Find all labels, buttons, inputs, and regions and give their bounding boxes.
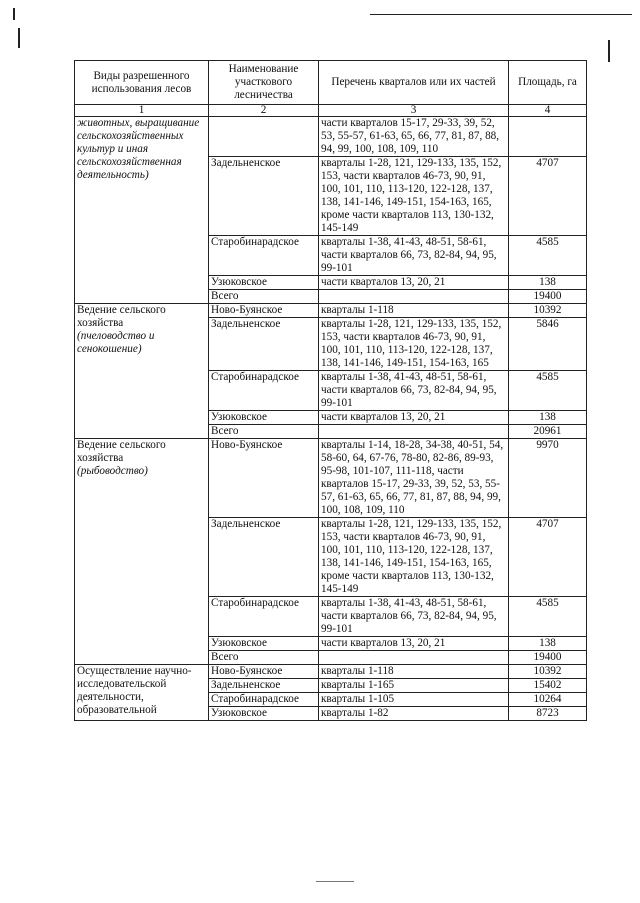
forestry-cell: Ново-Буянское	[209, 665, 319, 679]
forestry-cell: Узюковское	[209, 411, 319, 425]
area-cell: 4707	[509, 157, 587, 236]
use-type-cell	[75, 117, 209, 304]
header-quarters: Перечень кварталов или их частей	[319, 61, 509, 105]
use-type: Осуществление научно-исследовательской деятельности, образовательной	[77, 665, 192, 716]
use-type-cell	[75, 439, 209, 665]
forestry-cell: Задельненское	[209, 518, 319, 597]
table-row	[75, 665, 587, 679]
column-number: 1	[75, 105, 209, 117]
area-cell: 9970	[509, 439, 587, 518]
quarters-cell	[319, 425, 509, 439]
area-cell: 10392	[509, 304, 587, 318]
quarters-cell: части кварталов 13, 20, 21	[319, 637, 509, 651]
quarters-cell: кварталы 1-38, 41-43, 48-51, 58-61, части кварталов 66, 73, 82-84, 94, 95, 99-101	[319, 236, 509, 276]
use-type-note: (рыбоводство)	[77, 465, 148, 477]
quarters-cell: кварталы 1-165	[319, 679, 509, 693]
use-type-note: животных, выращивание сельскохозяйственных культур и иная сельскохозяйственная деятельность)	[77, 117, 200, 181]
area-cell: 4585	[509, 236, 587, 276]
use-type-cell	[75, 304, 209, 439]
forestry-cell: Задельненское	[209, 318, 319, 371]
forestry-cell	[209, 117, 319, 157]
scan-mark-left	[18, 28, 20, 48]
table-row	[75, 304, 587, 318]
area-cell: 10264	[509, 693, 587, 707]
header-use-type: Виды разрешенного использования лесов	[75, 61, 209, 105]
area-cell: 138	[509, 276, 587, 290]
column-number: 2	[209, 105, 319, 117]
area-cell: 20961	[509, 425, 587, 439]
column-number-row	[75, 105, 587, 117]
use-type-cell	[75, 665, 209, 721]
column-number: 3	[319, 105, 509, 117]
forestry-cell: Всего	[209, 425, 319, 439]
quarters-cell: части кварталов 13, 20, 21	[319, 276, 509, 290]
quarters-cell: кварталы 1-82	[319, 707, 509, 721]
forestry-cell: Старобинарадское	[209, 693, 319, 707]
forestry-cell: Всего	[209, 290, 319, 304]
scan-mark-bottom	[316, 881, 354, 882]
area-cell	[509, 117, 587, 157]
forestry-cell: Узюковское	[209, 276, 319, 290]
forestry-cell: Узюковское	[209, 707, 319, 721]
quarters-cell: кварталы 1-28, 121, 129-133, 135, 152, 153, части кварталов 46-73, 90, 91, 100, 101, 110, 113-120, 122-128, 137, 138, 141-146, 149-151, 154-163, 165	[319, 318, 509, 371]
area-cell: 138	[509, 637, 587, 651]
table-row	[75, 117, 587, 157]
quarters-cell: кварталы 1-118	[319, 665, 509, 679]
column-number: 4	[509, 105, 587, 117]
forestry-cell: Задельненское	[209, 157, 319, 236]
header-forestry: Наименование участкового лесничества	[209, 61, 319, 105]
forestry-cell: Ново-Буянское	[209, 439, 319, 518]
use-type: Ведение сельского хозяйства	[77, 304, 166, 329]
forestry-cell: Ново-Буянское	[209, 304, 319, 318]
area-cell: 5846	[509, 318, 587, 371]
quarters-cell: части кварталов 13, 20, 21	[319, 411, 509, 425]
area-cell: 10392	[509, 665, 587, 679]
use-type: Ведение сельского хозяйства	[77, 439, 166, 464]
header-area: Площадь, га	[509, 61, 587, 105]
quarters-cell: кварталы 1-28, 121, 129-133, 135, 152, 153, части кварталов 46-73, 90, 91, 100, 101, 110, 113-120, 122-128, 137, 138, 141-146, 149-151, 154-163, 165, кроме части кварталов 113, 130-132, 145-149	[319, 157, 509, 236]
quarters-cell	[319, 290, 509, 304]
quarters-cell: кварталы 1-118	[319, 304, 509, 318]
scan-mark-top-left	[13, 8, 15, 20]
forestry-cell: Старобинарадское	[209, 236, 319, 276]
quarters-cell: кварталы 1-38, 41-43, 48-51, 58-61, части кварталов 66, 73, 82-84, 94, 95, 99-101	[319, 371, 509, 411]
area-cell: 4585	[509, 371, 587, 411]
forestry-cell: Старобинарадское	[209, 371, 319, 411]
scan-mark-top-line	[370, 14, 632, 15]
forestry-cell: Всего	[209, 651, 319, 665]
quarters-cell	[319, 651, 509, 665]
area-cell: 8723	[509, 707, 587, 721]
forest-use-table	[74, 60, 587, 721]
forestry-cell: Узюковское	[209, 637, 319, 651]
table-row	[75, 439, 587, 518]
area-cell: 15402	[509, 679, 587, 693]
quarters-cell: кварталы 1-38, 41-43, 48-51, 58-61, части кварталов 66, 73, 82-84, 94, 95, 99-101	[319, 597, 509, 637]
forestry-cell: Задельненское	[209, 679, 319, 693]
forestry-cell: Старобинарадское	[209, 597, 319, 637]
area-cell: 138	[509, 411, 587, 425]
quarters-cell: кварталы 1-105	[319, 693, 509, 707]
quarters-cell: части кварталов 15-17, 29-33, 39, 52, 53, 55-57, 61-63, 65, 66, 77, 81, 87, 88, 94, 99, 100, 108, 109, 110	[319, 117, 509, 157]
quarters-cell: кварталы 1-14, 18-28, 34-38, 40-51, 54, 58-60, 64, 67-76, 78-80, 82-86, 89-93, 95-98, 101-107, 111-118, части кварталов 15-17, 29-33, 39, 52, 53, 55-57, 61-63, 65, 66, 77, 81, 87, 88, 94, 99, 100, 108, 109, 110	[319, 439, 509, 518]
use-type-note: (пчеловодство и сенокошение)	[77, 330, 155, 355]
scan-mark-right	[608, 40, 610, 62]
quarters-cell: кварталы 1-28, 121, 129-133, 135, 152, 153, части кварталов 46-73, 90, 91, 100, 101, 110, 113-120, 122-128, 137, 138, 141-146, 149-151, 154-163, 165, кроме части кварталов 113, 130-132, 145-149	[319, 518, 509, 597]
area-cell: 4707	[509, 518, 587, 597]
area-cell: 19400	[509, 290, 587, 304]
area-cell: 4585	[509, 597, 587, 637]
area-cell: 19400	[509, 651, 587, 665]
